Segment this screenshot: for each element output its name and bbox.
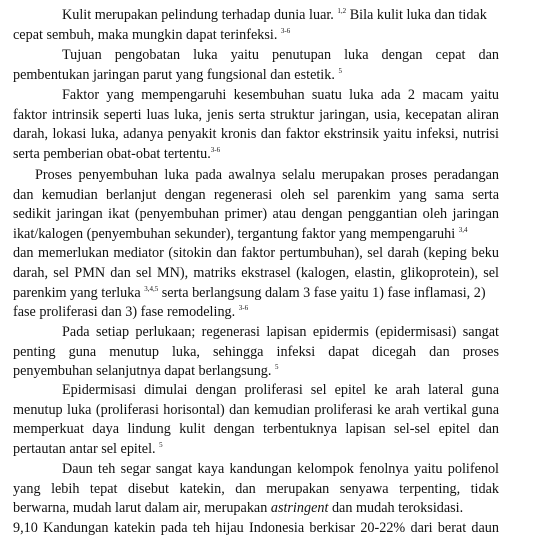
line-1-2: cepat sembuh, maka mungkin dapat terinfeksi. $^{3-6}$ (13, 26, 291, 43)
line-4-6: darah, sel PMN dan sel MN), matriks ekstrasel (kalogen, elastin, glikoprotein), sel (13, 264, 499, 281)
line-7-3: berwarna, mudah larut dalam air, merupakan astringent dan mudah teroksidasi. (13, 500, 464, 517)
paragraph-3 (13, 86, 499, 164)
line-6-4: pertautan antar sel epitel. $^5$ (13, 440, 163, 457)
line-4-3: sedikit jaringan ikat (penyembuhan primer) atau dengan penggantian oleh jaringan (13, 206, 499, 223)
line-6-3: memperkuat daya lindung kulit dengan terbentuknya lapisan sel-sel epitel dan (13, 421, 499, 438)
paragraph-4 (13, 166, 499, 323)
line-7-1: Daun teh segar sangat kaya kandungan kelompok fenolnya yaitu polifenol (62, 461, 499, 477)
line-6-2: menutup luka (proliferasi horisontal) dan kemudian proliferasi ke arah vertikal guna (13, 401, 499, 418)
italic-term: astringent (270, 500, 329, 517)
line-4-8: fase proliferasi dan 3) fase remodeling. $^{3-6}$ (13, 304, 249, 321)
paragraph-5 (13, 323, 499, 382)
line-4-7: parenkim yang terluka $^{3,4,5}$ serta berlangsung dalam 3 fase yaitu 1) fase inflamasi, 2) (13, 284, 486, 301)
line-7-4: 9,10 Kandungan katekin pada teh hijau Indonesia berkisar 20-22% dari berat daun (13, 519, 499, 536)
line-4-1: Proses penyembuhan luka pada awalnya selalu merupakan proses peradangan (35, 167, 499, 183)
line-5-3: penyembuhan selanjutnya dapat berlangsung. $^5$ (13, 363, 279, 380)
line-2-1: Tujuan pengobatan luka yaitu penutupan luka dengan cepat dan (62, 47, 499, 63)
line-4-2: dan kemudian berlanjut dengan regenerasi oleh sel parenkim yang sama serta (13, 186, 499, 203)
paragraph-6 (13, 381, 499, 459)
line-6-1: Epidermisasi dimulai dengan proliferasi sel epitel ke arah lateral guna (62, 382, 499, 398)
line-2-2: pembentukan jaringan parut yang fungsional dan estetik. $^5$ (13, 66, 342, 83)
line-5-2: penting guna menutup luka, sehingga infeksi dapat dicegah dan proses (13, 343, 499, 360)
line-3-4: serta pemberian obat-obat tertentu.$^{3-6}$ (13, 145, 221, 162)
line-3-3: darah, lokasi luka, adanya penyakit kronis dan faktor ekstrinsik yaitu infeksi, nutrisi (13, 126, 499, 143)
line-7-2: yang lebih tepat disebut katekin, dan merupakan senyawa terpenting, tidak (13, 480, 499, 497)
paragraph-2 (13, 46, 499, 85)
line-3-2: faktor intrinsik seperti luas luka, jenis serta struktur jaringan, usia, kecepatan aliran (13, 106, 499, 123)
line-3-1: Faktor yang mempengaruhi kesembuhan suatu luka ada 2 macam yaitu (62, 87, 499, 103)
line-4-5: dan memerlukan mediator (sitokin dan faktor pertumbuhan), sel darah (keping beku (13, 245, 499, 262)
line-1-1: Kulit merupakan pelindung terhadap dunia luar. $^{1,2}$ Bila kulit luka dan tidak (62, 7, 487, 23)
paragraph-7 (13, 460, 499, 538)
line-5-1: Pada setiap perlukaan; regenerasi lapisan epidermis (epidermisasi) sangat (62, 324, 499, 340)
line-4-4: ikat/kalogen (penyembuhan sekunder), tergantung faktor yang mempengaruhi $^{3,4}$ (13, 225, 468, 242)
paragraph-1 (13, 6, 499, 45)
